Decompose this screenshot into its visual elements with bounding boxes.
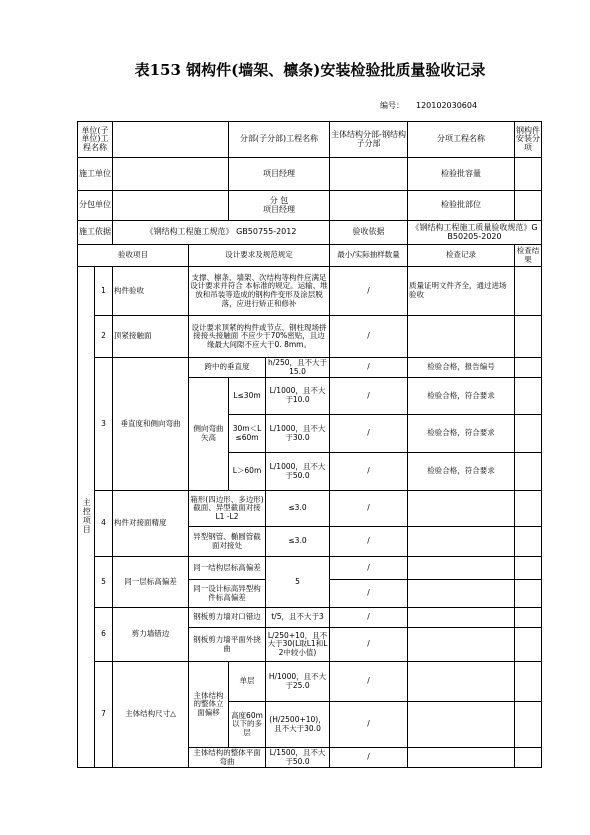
row-record[interactable] [408, 316, 515, 358]
row-spec: 支撑、檩条、墙架、次结构等构件应满足设计要求并符合 本标准的规定。运输、堆放和吊装等造成的钢构件变形及涂层脱落，应进行矫正和修补 [189, 267, 330, 316]
r7-a1-label: 单层 [229, 662, 266, 702]
r7-a1-sample[interactable]: / [330, 662, 408, 702]
row-result[interactable] [515, 267, 542, 316]
row-record[interactable] [408, 491, 515, 527]
acceptance-basis-label: 验收依据 [330, 221, 408, 245]
r7-a2-spec: (H/2500+10)，且不大于30.0 [266, 702, 330, 748]
batch-capacity-value[interactable] [515, 158, 542, 191]
batch-location-value[interactable] [515, 191, 542, 221]
table-row [78, 267, 542, 316]
row-record[interactable] [408, 662, 515, 702]
row-sample[interactable]: / [330, 316, 408, 358]
contractor-label: 施工单位 [78, 158, 113, 191]
inspection-form-table [77, 121, 542, 768]
side-a-record[interactable]: 检验合格，符合要求 [408, 378, 515, 415]
col-result: 检查结果 [515, 245, 542, 267]
r6-b-spec: L/250+10，且不大于30(L取L1和L2中较小值) [266, 628, 330, 662]
pm-value[interactable] [330, 158, 408, 191]
r5-b-label: 同一设计标高异型构件标高偏差 [189, 580, 266, 608]
row-result[interactable] [515, 527, 542, 557]
col-record: 检查记录 [408, 245, 515, 267]
row-name: 主体结构尺寸△ [113, 662, 189, 768]
side-a-spec: L/1000，且不大于10.0 [266, 378, 330, 415]
row-record[interactable] [408, 580, 515, 608]
r4-a-sample[interactable]: / [330, 491, 408, 527]
batch-location-label: 检验批部位 [408, 191, 515, 221]
main-control-label: 主控项目 [78, 267, 95, 768]
row-name: 同一层标高偏差 [113, 557, 189, 608]
row-result[interactable] [515, 702, 542, 748]
r7-a2-sample[interactable]: / [330, 702, 408, 748]
row-spec: 设计要求顶紧的构件或节点、钢柱现场拼接接头接触面 不应少于70%密贴，且边缘最大间隙不应大于0. 8mm。 [189, 316, 330, 358]
header-row-1 [78, 122, 542, 158]
r6-a-sample[interactable]: / [330, 608, 408, 628]
side-c-record[interactable]: 检验合格，符合要求 [408, 453, 515, 491]
pm-label: 项目经理 [229, 158, 330, 191]
r4-a-label: 箱形(四边形、多边形)截面、异型截面对接 L1 -L2 [189, 491, 266, 527]
header-row-4 [78, 221, 542, 245]
table-row [78, 608, 542, 628]
subcontractor-value[interactable] [113, 191, 229, 221]
mid-record[interactable]: 检验合格，报告编号 [408, 358, 515, 378]
row-result[interactable] [515, 557, 542, 580]
row-record[interactable] [408, 557, 515, 580]
table-row [78, 662, 542, 702]
row-no: 6 [95, 608, 113, 662]
row-sample[interactable]: / [330, 267, 408, 316]
row-name: 构件对接面精度 [113, 491, 189, 557]
side-b-spec: L/1000，且不大于30.0 [266, 415, 330, 453]
row-result[interactable] [515, 358, 542, 378]
side-a-sample[interactable]: / [330, 378, 408, 415]
row-no: 3 [95, 358, 113, 491]
table-row [78, 316, 542, 358]
main-struct-label: 主体结构分部-钢结构子分部 [330, 122, 408, 158]
r5-b-sample[interactable]: / [330, 580, 408, 608]
row-record[interactable]: 质量证明文件齐全，通过进场验收 [408, 267, 515, 316]
row-name: 构件验收 [113, 267, 189, 316]
row-result[interactable] [515, 491, 542, 527]
row-no: 7 [95, 662, 113, 768]
row-result[interactable] [515, 378, 542, 415]
header-row-3 [78, 191, 542, 221]
row-result[interactable] [515, 662, 542, 702]
basis-label: 施工依据 [78, 221, 113, 245]
side-b-label: 30m＜L≤60m [229, 415, 266, 453]
r6-a-label: 钢板剪力墙对口错边 [189, 608, 266, 628]
mid-label: 跨中的垂直度 [189, 358, 266, 378]
r7-a-label: 主体结构的整体立面偏移 [189, 662, 229, 748]
col-design: 设计要求及规范规定 [189, 245, 330, 267]
sub-project-label: 分部(子分部)工程名称 [229, 122, 330, 158]
row-result[interactable] [515, 628, 542, 662]
code-label: 编号： [380, 101, 404, 110]
r6-b-sample[interactable]: / [330, 628, 408, 662]
col-sample: 最小/实际抽样数量 [330, 245, 408, 267]
r7-b-sample[interactable]: / [330, 748, 408, 768]
row-no: 5 [95, 557, 113, 608]
sub-pm-label: 分 包 项目经理 [229, 191, 330, 221]
item-project-label: 分项工程名称 [408, 122, 515, 158]
r6-a-spec: t/5，且不大于3 [266, 608, 330, 628]
header-row-2 [78, 158, 542, 191]
record-number [380, 100, 489, 111]
table-row [78, 358, 542, 378]
row-result[interactable] [515, 608, 542, 628]
row-result[interactable] [515, 748, 542, 768]
row-no: 2 [95, 316, 113, 358]
mid-spec: h/250，且不大于15.0 [266, 358, 330, 378]
row-record[interactable] [408, 527, 515, 557]
row-record[interactable] [408, 608, 515, 628]
column-header-row [78, 245, 542, 267]
r4-b-label: 异型钢管、椭圆管截面对接处 [189, 527, 266, 557]
r5-a-label: 同一结构层标高偏差 [189, 557, 266, 580]
sub-pm-value[interactable] [330, 191, 408, 221]
side-label: 侧向弯曲矢高 [189, 378, 229, 491]
row-no: 1 [95, 267, 113, 316]
table-row [78, 557, 542, 580]
page-title: 表153 钢构件(墙架、檩条)安装检验批质量验收记录 [134, 61, 486, 79]
r7-a2-label: 高度60m以下的多层 [229, 702, 266, 748]
r7-b-spec: L/1500，且不大于50.0 [266, 748, 330, 768]
r6-b-label: 钢板剪力墙平面外挠曲 [189, 628, 266, 662]
row-record[interactable] [408, 702, 515, 748]
unit-project-value[interactable] [113, 122, 229, 158]
r7-a1-spec: H/1000，且不大于25.0 [266, 662, 330, 702]
row-record[interactable] [408, 748, 515, 768]
col-item: 验收项目 [78, 245, 189, 267]
row-name: 垂直度和侧向弯曲 [113, 358, 189, 491]
row-no: 4 [95, 491, 113, 557]
r4-b-spec: ≤3.0 [266, 527, 330, 557]
r4-a-spec: ≤3.0 [266, 491, 330, 527]
code-value: 120102030604 [416, 101, 478, 110]
contractor-value[interactable] [113, 158, 229, 191]
table-row [78, 491, 542, 527]
row-result[interactable] [515, 415, 542, 453]
side-b-record[interactable]: 检验合格，符合要求 [408, 415, 515, 453]
r4-b-sample[interactable]: / [330, 527, 408, 557]
item-project-value: 钢构件安装分项 [515, 122, 542, 158]
acceptance-basis-value: 《钢结构工程施工质量验收规范》GB50205-2020 [408, 221, 542, 245]
row-record[interactable] [408, 628, 515, 662]
row-name: 顶紧接触面 [113, 316, 189, 358]
row-result[interactable] [515, 453, 542, 491]
side-b-sample[interactable]: / [330, 415, 408, 453]
batch-capacity-label: 检验批容量 [408, 158, 515, 191]
r5-a-sample[interactable]: / [330, 557, 408, 580]
row-name: 剪力墙错边 [113, 608, 189, 662]
basis-value: 《钢结构工程施工规范》 GB50755-2012 [113, 221, 330, 245]
row-result[interactable] [515, 580, 542, 608]
mid-sample[interactable]: / [330, 358, 408, 378]
side-c-spec: L/1000，且不大于50.0 [266, 453, 330, 491]
r7-b-label: 主体结构的整体平面弯曲 [189, 748, 266, 768]
side-c-sample[interactable]: / [330, 453, 408, 491]
side-a-label: L≤30m [229, 378, 266, 415]
row-result[interactable] [515, 316, 542, 358]
subcontractor-label: 分包单位 [78, 191, 113, 221]
r5-spec: 5 [266, 557, 330, 608]
unit-project-label: 单位(子单位)工程名称 [78, 122, 113, 158]
side-c-label: L＞60m [229, 453, 266, 491]
